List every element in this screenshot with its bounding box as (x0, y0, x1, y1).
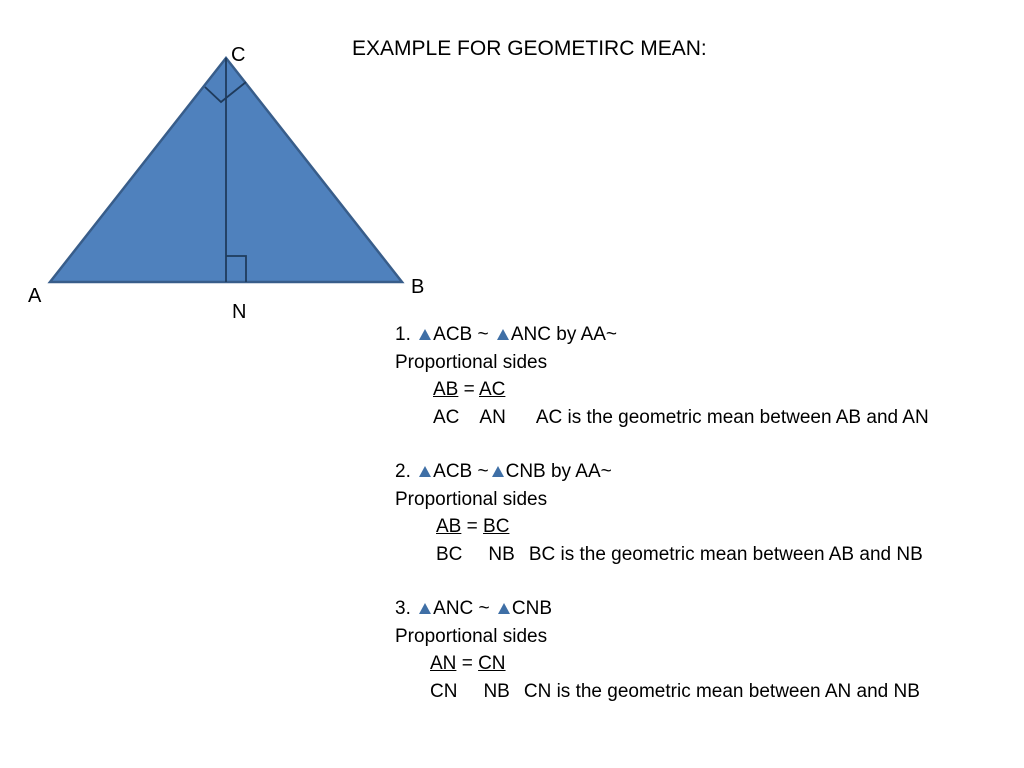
fraction-right-numerator: BC (483, 516, 510, 537)
step-1-proportion-numerators (433, 380, 505, 399)
step-3-heading: Proportional sides (395, 626, 548, 647)
vertex-label-a: A (28, 285, 42, 307)
step-3-similarity (395, 599, 552, 618)
fraction-left-numerator: AN (430, 653, 457, 674)
fraction-left-denominator: AC (433, 407, 460, 428)
vertex-label-n: N (232, 301, 247, 323)
triangle-icon (492, 466, 504, 477)
step-2-heading: Proportional sides (395, 489, 548, 510)
similarity-right: CNB by AA~ (505, 461, 612, 482)
equals-sign: = (466, 516, 478, 537)
fraction-left-denominator: BC (436, 544, 463, 565)
similarity-right: ANC by AA~ (510, 324, 618, 345)
fraction-left-denominator: CN (430, 681, 458, 702)
triangle-icon (497, 329, 509, 340)
vertex-label-b: B (411, 276, 425, 298)
equals-sign: = (463, 379, 475, 400)
fraction-right-denominator: NB (483, 681, 510, 702)
similarity-left: ANC ~ (433, 598, 490, 619)
step-2-proportion-denominators (436, 545, 923, 564)
fraction-right-numerator: AC (478, 379, 506, 400)
geometric-mean-statement: AC is the geometric mean between AB and AN (535, 407, 929, 428)
step-1-proportion-denominators (433, 408, 929, 427)
step-number: 3. (395, 598, 411, 619)
triangle-icon (498, 603, 510, 614)
fraction-right-denominator: AN (479, 407, 506, 428)
fraction-left-numerator: AB (436, 516, 462, 537)
vertex-label-c: C (231, 44, 246, 66)
similarity-left: ACB ~ (433, 324, 489, 345)
step-3-proportion-denominators (430, 682, 920, 701)
fraction-right-numerator: CN (478, 653, 506, 674)
step-2-similarity (395, 462, 612, 481)
geometric-mean-statement: CN is the geometric mean between AN and NB (523, 681, 920, 702)
similarity-right: CNB (511, 598, 553, 619)
step-1-heading: Proportional sides (395, 352, 548, 373)
fraction-left-numerator: AB (433, 379, 459, 400)
step-number: 1. (395, 324, 411, 345)
fraction-right-denominator: NB (488, 544, 515, 565)
step-1-similarity (395, 325, 617, 344)
similarity-left: ACB ~ (433, 461, 489, 482)
triangle-icon (419, 603, 431, 614)
triangle-icon (419, 466, 431, 477)
page-title: EXAMPLE FOR GEOMETIRC MEAN: (352, 37, 707, 60)
geometric-mean-statement: BC is the geometric mean between AB and NB (528, 544, 923, 565)
step-2-proportion-numerators (436, 517, 509, 536)
step-number: 2. (395, 461, 411, 482)
equals-sign: = (461, 653, 473, 674)
triangle-icon (419, 329, 431, 340)
step-3-proportion-numerators (430, 654, 506, 673)
